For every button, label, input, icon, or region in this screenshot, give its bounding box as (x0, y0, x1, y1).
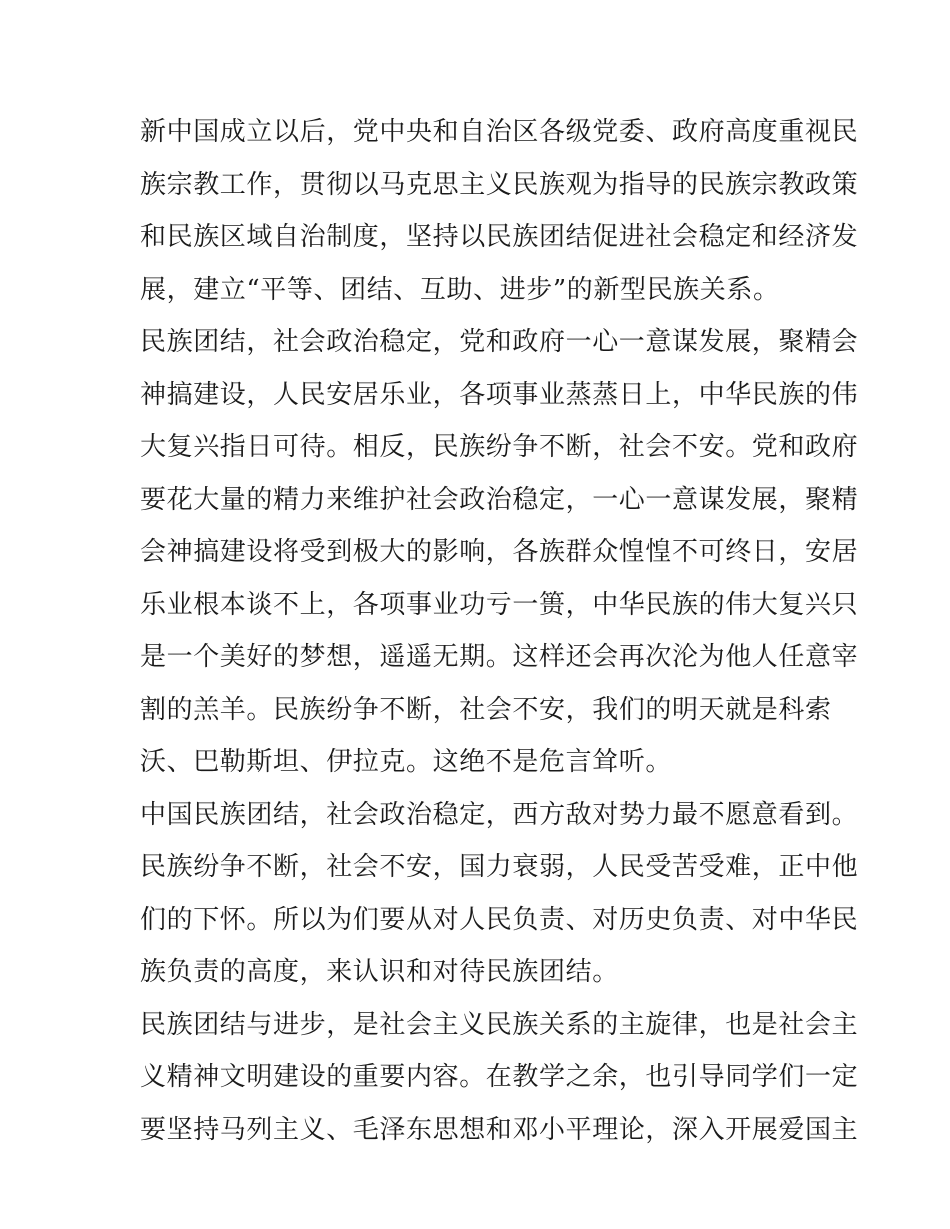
text-line: 民族团结，社会政治稳定，党和政府一心一意谋发展，聚精会 (140, 327, 859, 357)
text-line: 族负责的高度，来认识和对待民族团结。 (140, 957, 619, 987)
text-line: 和民族区域自治制度，坚持以民族团结促进社会稳定和经济发 (140, 222, 859, 252)
text-line: 要坚持马列主义、毛泽东思想和邓小平理论，深入开展爱国主 (140, 1114, 859, 1145)
text-line: 中国民族团结，社会政治稳定，西方敌对势力最不愿意看到。 (140, 799, 859, 830)
text-line: 族宗教工作，贯彻以马克思主义民族观为指导的民族宗教政策 (140, 169, 859, 200)
text-line: 新中国成立以后，党中央和自治区各级党委、政府高度重视民 (140, 117, 859, 147)
text-line: 要花大量的精力来维护社会政治稳定，一心一意谋发展，聚精 (140, 484, 859, 515)
body-text (140, 106, 859, 1156)
text-line: 乐业根本谈不上，各项事业功亏一篑，中华民族的伟大复兴只 (140, 589, 859, 620)
text-line: 展，建立“平等、团结、互助、进步”的新型民族关系。 (140, 274, 780, 305)
text-line: 民族团结与进步，是社会主义民族关系的主旋律，也是社会主 (140, 1009, 859, 1040)
text-line: 神搞建设，人民安居乐业，各项事业蒸蒸日上，中华民族的伟 (140, 379, 859, 410)
text-line: 是一个美好的梦想，遥遥无期。这样还会再次沦为他人任意宰 (140, 642, 859, 672)
text-line: 会神搞建设将受到极大的影响，各族群众惶惶不可终日，安居 (140, 537, 859, 567)
text-line: 义精神文明建设的重要内容。在教学之余，也引导同学们一定 (140, 1062, 859, 1092)
text-line: 民族纷争不断，社会不安，国力衰弱，人民受苦受难，正中他 (140, 852, 859, 882)
text-line: 割的羔羊。民族纷争不断，社会不安，我们的明天就是科索 (140, 694, 832, 725)
text-line: 沃、巴勒斯坦、伊拉克。这绝不是危言耸听。 (140, 747, 673, 777)
text-line: 大复兴指日可待。相反，民族纷争不断，社会不安。党和政府 (140, 432, 859, 462)
text-line: 们的下怀。所以为们要从对人民负责、对历史负责、对中华民 (140, 904, 859, 935)
